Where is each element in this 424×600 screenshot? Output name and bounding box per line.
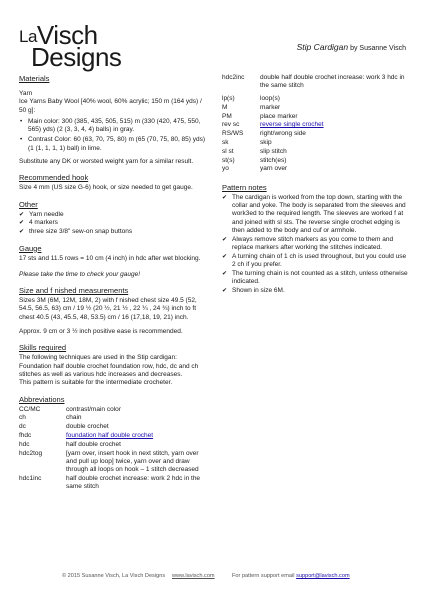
support-label: For pattern support email [232, 573, 295, 579]
abbr-key: hdc2inc [222, 74, 245, 81]
abbr-value: marker [260, 103, 281, 111]
other-list [19, 211, 207, 237]
abbr-key: st(s) [222, 156, 235, 164]
abbr-key: CC/MC [19, 405, 41, 413]
gauge-text: 17 sts and 11.5 rows = 10 cm (4 inch) in hdc after wet blocking. [19, 254, 201, 262]
gauge-heading: Gauge [19, 243, 42, 253]
sizes-text: Sizes 3M (6M, 12M, 18M, 2) with f nished chest size 49.5 (52, 54.5, 56.5, 63) cm / 19 ½ (20 ½, 21 ½ , 22 ¼ , 24 ¾) inch to ft chest 40.5 (43, 45.5, 48, 53.5) cm / 16 (17,18, 19, 21) inch. [19, 297, 197, 321]
notes-heading: Pattern notes [222, 182, 267, 192]
brand-logo [19, 22, 139, 72]
abbr-value: skip [260, 139, 272, 147]
substitute-text: Substitute any DK or worsted weight yarn for a similar result. [19, 158, 194, 166]
abbr-value: half double crochet [66, 440, 121, 448]
abbr-key: sl st [222, 147, 234, 155]
list-item: • Contrast Color: 60 (63, 70, 75, 80) m (65 (70, 75, 80, 85) yds) (1 (1, 1, 1, 1) ball) in lime. [28, 136, 207, 153]
ease-text: Approx. 9 cm or 3 ½ inch positive ease is recommended. [19, 328, 183, 336]
abbr-value: slip stitch [260, 147, 287, 155]
yarn-text: Ice Yarns Baby Wool [40% wool, 60% acrylic; 150 m (164 yds) / 50 g]: [19, 98, 202, 114]
abbr-value: loop(s) [260, 95, 280, 103]
abbr-value: [yarn over, insert hook in next stitch, yarn over and pull up loop] twice, yarn over and draw through all loops on hook – 1 stitch decreased [66, 449, 199, 474]
abbr-key: RS/WS [222, 130, 244, 138]
abbr-key: dc [19, 423, 26, 431]
abbr-key: ch [19, 414, 26, 422]
footer-website-link[interactable]: www.lavisch.com [172, 573, 215, 579]
abbreviations-right [222, 74, 408, 174]
left-column [19, 74, 207, 492]
abbr-key: PM [222, 112, 232, 120]
abbr-value: double half double crochet increase: work 3 hdc in the same stitch [260, 74, 405, 90]
list-item: ✔ A turning chain of 1 ch is used throughout, but you could use 2 ch if you prefer. [232, 253, 408, 270]
abbr-value: contrast/main color [66, 405, 121, 413]
skills-level: This pattern is suitable for the intermediate crocheter. [19, 379, 173, 387]
rev-sc-tutorial-link[interactable]: reverse single crochet [260, 121, 324, 129]
hook-heading: Recommended hook [19, 173, 89, 183]
abbr-value: double crochet [66, 423, 109, 431]
abbr-value: half double crochet increase: work 2 hdc in the same stitch [66, 474, 201, 491]
abbr-key: yo [222, 165, 229, 173]
logo-designs: Designs [31, 42, 122, 72]
materials-heading: Materials [19, 74, 50, 83]
color-list [19, 118, 207, 153]
abbr-key: lp(s) [222, 95, 235, 103]
abbr-key: sk [222, 139, 229, 147]
list-item: ✔ The turning chain is not counted as a stitch, unless otherwise indicated. [232, 270, 408, 287]
abbr-key: rev sc [222, 121, 240, 129]
abbr-key: fhdc [19, 431, 32, 439]
abbr-value: right/wrong side [260, 130, 306, 138]
abbr-key: hdc1inc [19, 474, 42, 482]
abbreviations-heading: Abbreviations [19, 394, 65, 404]
skills-text: The following techniques are used in the Stip cardigan: Foundation half double crochet foundation row, hdc, dc and ch stitches as well as various hdc increases and decreases. [19, 354, 199, 378]
list-item: ✔ The cardigan is worked from the top down, starting with the collar and yoke. The body is separated from the sleeves and work3ed to the required length. The sleeves are worked f at and joined with sl sts. The reverse single crochet edging is then added to the body and cuf or armhole. [232, 194, 408, 235]
gauge-note: Please take the time to check your gauge! [19, 270, 141, 278]
notes-list [222, 194, 408, 296]
list-item: • Main color: 300 (385, 435, 505, 515) m (330 (420, 475, 550, 565) yds) (2 (3, 3, 4, 4) balls) in gray. [28, 118, 207, 135]
sizes-heading: Size and f nished measurements [19, 286, 129, 296]
footer-copyright: © 2015 Susanne Visch, La Visch Designs [62, 573, 166, 579]
skills-heading: Skills required [19, 343, 67, 353]
footer-support [232, 573, 350, 579]
hook-text: Size 4 mm (US size G-6) hook, or size needed to get gauge. [19, 184, 193, 192]
list-item: ✔ Always remove stitch markers as you come to them and replace markers after working the stitches indicated. [232, 236, 408, 253]
support-email-link[interactable]: support@lavisch.com [296, 573, 350, 579]
right-column [222, 74, 408, 296]
list-item: ✔ Shown in size 6M. [232, 287, 408, 295]
abbr-value: yarn over [260, 165, 288, 173]
list-item: ✔ 4 markers [29, 219, 207, 227]
abbr-key: hdc [19, 440, 30, 448]
pattern-title [297, 42, 406, 52]
abbr-key: M [222, 103, 228, 111]
abbr-value: chain [66, 414, 82, 422]
yarn-label: Yarn [19, 90, 33, 97]
list-item: ✔ three size 3/8" sew-on snap buttons [29, 228, 207, 236]
pattern-name: Stip Cardigan [296, 42, 349, 52]
abbr-value: place marker [260, 112, 298, 120]
abbr-key: hdc2tog [19, 449, 43, 457]
pattern-author: by Susanne Visch [350, 45, 406, 52]
logo-visch: Visch [36, 20, 98, 50]
other-heading: Other [19, 199, 38, 209]
abbr-value: stitch(es) [260, 156, 287, 164]
logo-la: La [19, 27, 37, 46]
list-item: ✔ Yarn needle [29, 211, 207, 219]
fhdc-tutorial-link[interactable]: foundation half double crochet [66, 431, 154, 439]
abbreviations-left [19, 406, 207, 492]
